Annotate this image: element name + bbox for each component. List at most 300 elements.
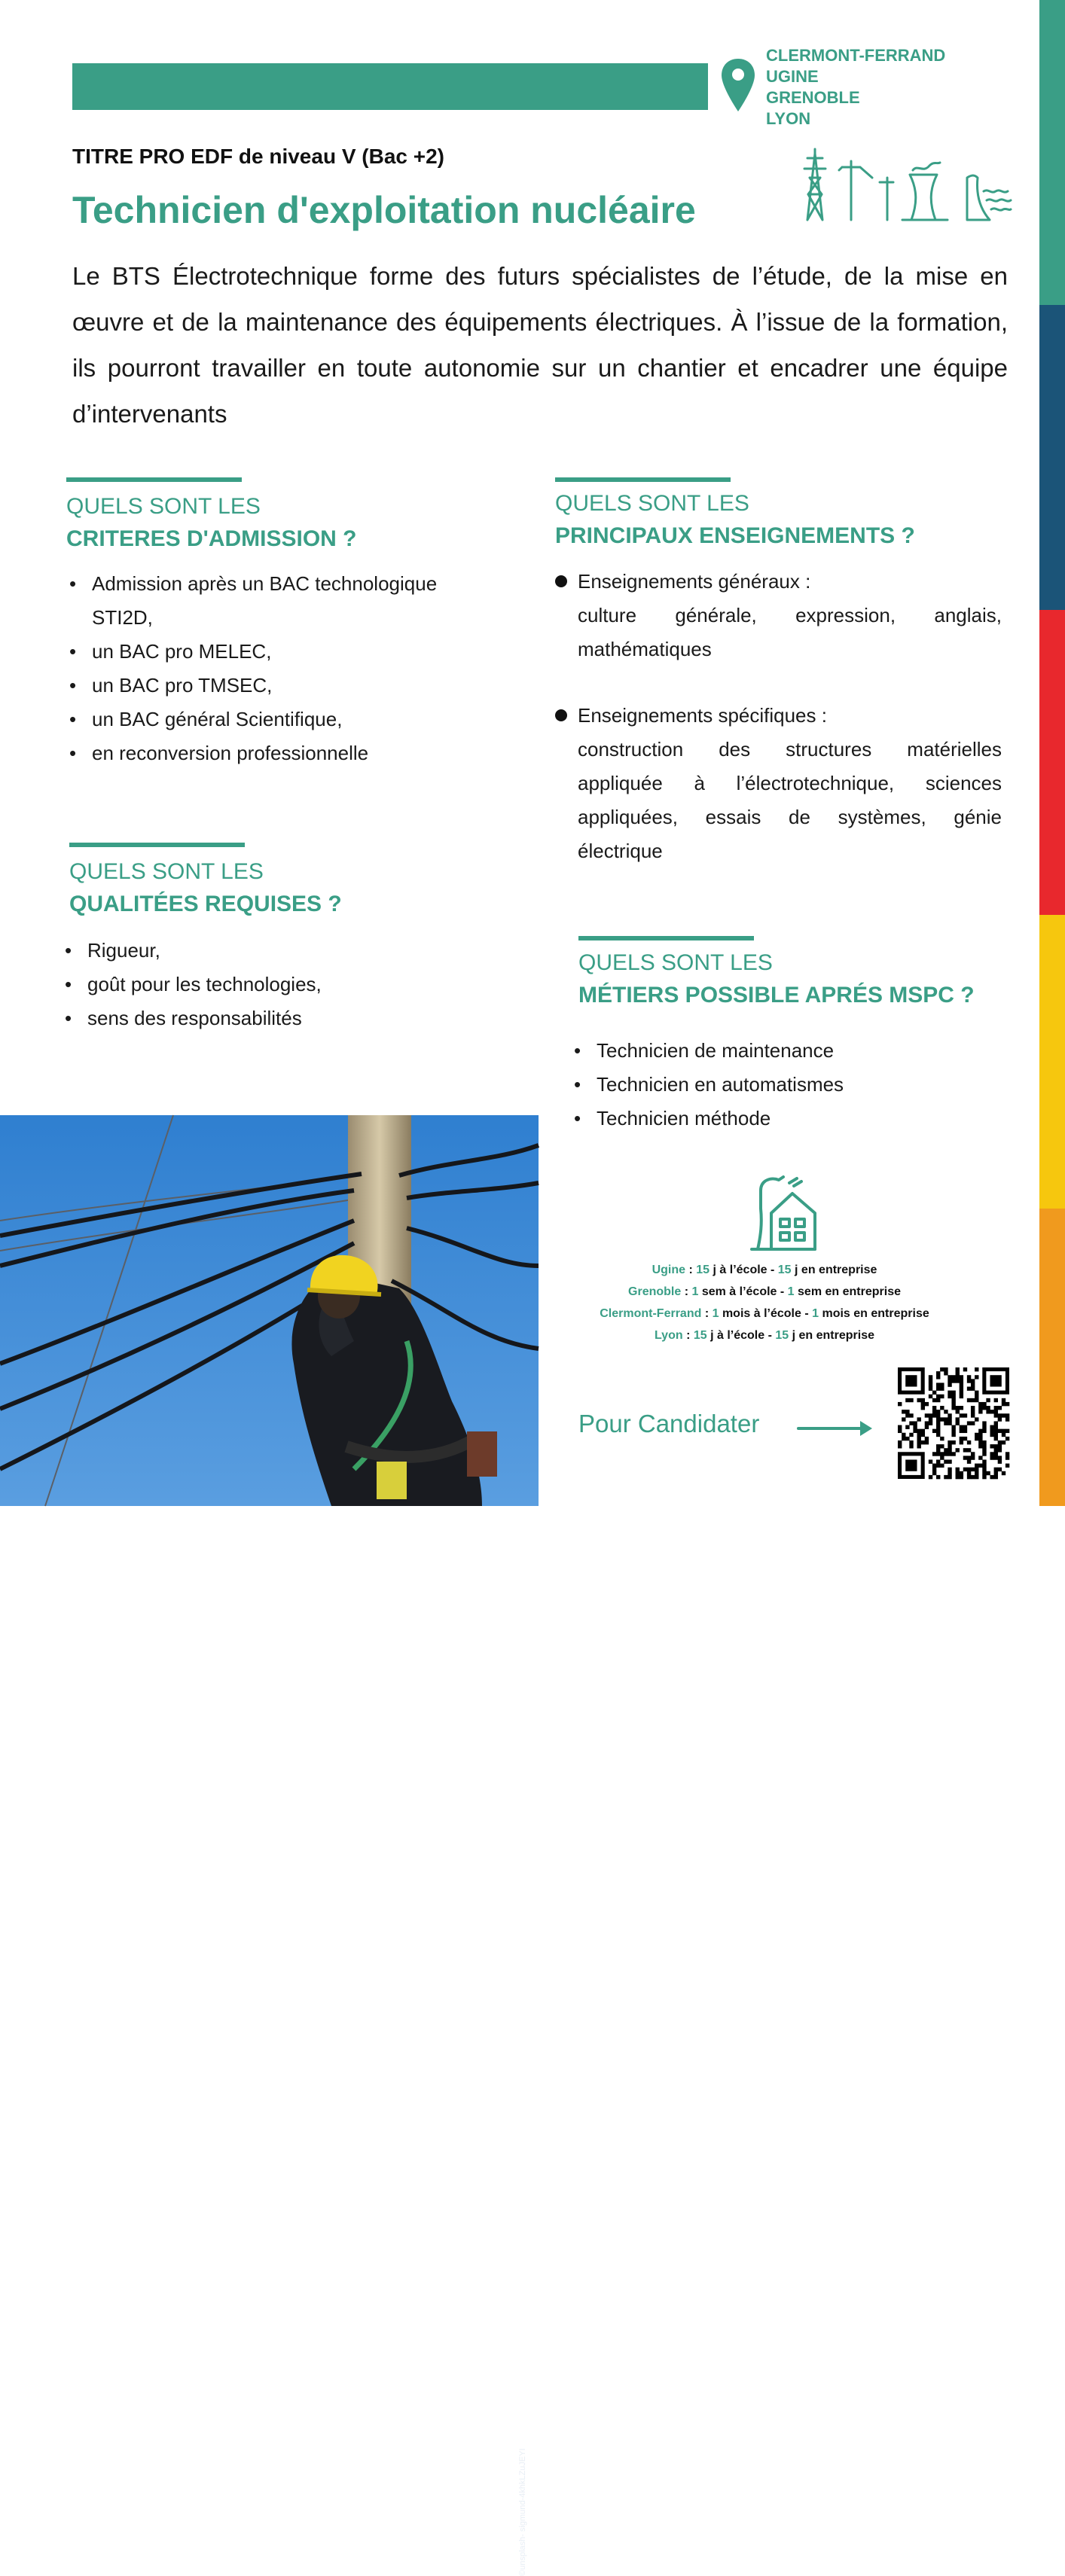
- lineworker-photo: [0, 1115, 539, 2576]
- qr-module: [929, 1395, 932, 1398]
- qr-module: [971, 1387, 975, 1391]
- qr-module: [936, 1425, 940, 1429]
- qr-module: [948, 1413, 951, 1417]
- qr-module: [929, 1421, 932, 1425]
- power-pole-icon: [839, 161, 872, 220]
- teachings-heading: PRINCIPAUX ENSEIGNEMENTS ?: [555, 523, 915, 548]
- qr-module: [909, 1413, 913, 1417]
- qr-module: [975, 1417, 978, 1421]
- color-strip: [1039, 0, 1065, 1506]
- qr-module: [936, 1383, 940, 1386]
- qr-module: [898, 1425, 902, 1429]
- qr-module: [971, 1456, 975, 1459]
- qr-module: [998, 1448, 1002, 1452]
- qr-module: [951, 1402, 955, 1406]
- qr-module: [967, 1448, 971, 1452]
- schedule-unit: j à l’école: [713, 1264, 767, 1276]
- strip-segment-teal: [1039, 0, 1065, 305]
- qr-module: [971, 1421, 975, 1425]
- qr-module: [905, 1410, 909, 1413]
- qr-module: [909, 1440, 913, 1444]
- qr-module: [967, 1375, 971, 1379]
- qr-module: [921, 1402, 925, 1406]
- qr-module: [975, 1395, 978, 1398]
- qr-module: [960, 1379, 963, 1383]
- qr-module: [944, 1421, 948, 1425]
- qr-module: [921, 1398, 925, 1402]
- qr-module: [932, 1471, 936, 1475]
- qr-module: [960, 1391, 963, 1395]
- qr-module: [902, 1437, 905, 1440]
- qr-module: [998, 1406, 1002, 1410]
- qr-module: [982, 1425, 986, 1429]
- qr-module: [994, 1429, 998, 1433]
- cooling-tower-icon: [902, 163, 948, 220]
- qr-module: [936, 1433, 940, 1437]
- qr-module: [960, 1425, 963, 1429]
- general-teachings: [578, 565, 1002, 666]
- qr-module: [1002, 1402, 1005, 1406]
- qr-module: [960, 1437, 963, 1440]
- qr-module: [1005, 1452, 1009, 1456]
- qr-module: [956, 1410, 960, 1413]
- qr-module: [948, 1452, 951, 1456]
- qr-module: [944, 1410, 948, 1413]
- qr-module: [909, 1398, 913, 1402]
- qr-module: [990, 1429, 993, 1433]
- qr-module: [978, 1444, 982, 1448]
- qr-module: [913, 1429, 917, 1433]
- schedule-unit: sem en entreprise: [798, 1285, 901, 1298]
- qr-module: [967, 1421, 971, 1425]
- qr-module: [998, 1417, 1002, 1421]
- qr-module: [975, 1464, 978, 1468]
- qr-module: [951, 1429, 955, 1433]
- admission-list: [68, 567, 490, 770]
- qr-module: [932, 1468, 936, 1471]
- qr-module: [975, 1391, 978, 1395]
- qr-module: [936, 1448, 940, 1452]
- qr-module: [978, 1464, 982, 1468]
- qr-module: [929, 1417, 932, 1421]
- qr-module: [940, 1395, 944, 1398]
- qr-module: [944, 1367, 948, 1371]
- qr-module: [990, 1444, 993, 1448]
- qr-module: [960, 1440, 963, 1444]
- qr-module: [956, 1468, 960, 1471]
- qr-module: [994, 1413, 998, 1417]
- qr-module: [948, 1448, 951, 1452]
- qr-module: [971, 1413, 975, 1417]
- qr-module: [1002, 1413, 1005, 1417]
- qr-module: [982, 1475, 986, 1479]
- qr-module: [975, 1433, 978, 1437]
- qr-module: [929, 1383, 932, 1386]
- header-bar: [72, 63, 708, 110]
- qr-module: [948, 1391, 951, 1395]
- qr-module: [960, 1383, 963, 1386]
- list-item: • en reconversion professionnelle: [68, 736, 490, 770]
- qr-module: [994, 1456, 998, 1459]
- qr-module: [975, 1437, 978, 1440]
- qr-module: [982, 1471, 986, 1475]
- qr-module: [940, 1406, 944, 1410]
- qr-module: [990, 1433, 993, 1437]
- qr-module: [905, 1425, 909, 1429]
- qr-module: [951, 1433, 955, 1437]
- schedule-number: 1: [712, 1307, 719, 1320]
- qr-module: [1005, 1464, 1009, 1468]
- qr-module: [944, 1475, 948, 1479]
- qr-module: [978, 1440, 982, 1444]
- arrow-right-icon: [797, 1419, 875, 1438]
- qr-module: [944, 1452, 948, 1456]
- qr-finder: [905, 1459, 917, 1471]
- schedule-number: 15: [696, 1264, 710, 1276]
- qr-module: [948, 1459, 951, 1463]
- bullet-dot-icon: [555, 575, 567, 587]
- general-teachings-label: Enseignements généraux :: [578, 570, 811, 593]
- strip-segment-orange: [1039, 1209, 1065, 1506]
- qr-module: [932, 1398, 936, 1402]
- qr-module: [967, 1459, 971, 1463]
- qr-module: [956, 1367, 960, 1371]
- qr-module: [936, 1464, 940, 1468]
- qr-module: [917, 1398, 921, 1402]
- qr-module: [967, 1468, 971, 1471]
- qr-module: [960, 1471, 963, 1475]
- qr-module: [917, 1440, 921, 1444]
- qr-module: [963, 1468, 967, 1471]
- qr-module: [986, 1398, 990, 1402]
- qr-module: [967, 1398, 971, 1402]
- schedule-city: Grenoble: [628, 1285, 682, 1298]
- qr-module: [994, 1425, 998, 1429]
- qr-module: [978, 1433, 982, 1437]
- qr-module: [940, 1417, 944, 1421]
- list-item: • un BAC pro MELEC,: [68, 635, 490, 669]
- qr-module: [971, 1475, 975, 1479]
- qr-module: [940, 1444, 944, 1448]
- energy-icons: [797, 148, 1012, 223]
- qr-module: [940, 1383, 944, 1386]
- qr-module: [994, 1421, 998, 1425]
- qr-module: [998, 1459, 1002, 1463]
- qr-module: [948, 1417, 951, 1421]
- qr-module: [975, 1375, 978, 1379]
- qr-module: [902, 1410, 905, 1413]
- qr-module: [948, 1471, 951, 1475]
- qr-module: [940, 1367, 944, 1371]
- qr-module: [925, 1425, 929, 1429]
- qr-module: [951, 1395, 955, 1398]
- schedule-unit: sem à l’école: [701, 1285, 777, 1298]
- qr-module: [936, 1459, 940, 1463]
- qr-finder: [990, 1375, 1001, 1386]
- schedule-number: 15: [775, 1329, 789, 1342]
- qr-module: [990, 1456, 993, 1459]
- qr-module: [951, 1391, 955, 1395]
- qr-module: [921, 1440, 925, 1444]
- list-item: • Rigueur,: [63, 934, 440, 968]
- qr-module: [982, 1429, 986, 1433]
- qr-module: [940, 1456, 944, 1459]
- qr-module: [948, 1383, 951, 1386]
- qr-module: [998, 1440, 1002, 1444]
- qr-module: [971, 1410, 975, 1413]
- qr-module: [960, 1406, 963, 1410]
- qr-module: [956, 1475, 960, 1479]
- section-divider: [555, 477, 731, 482]
- qr-module: [917, 1417, 921, 1421]
- qr-module: [967, 1471, 971, 1475]
- diploma-subtitle: TITRE PRO EDF de niveau V (Bac +2): [72, 145, 445, 168]
- qr-module: [994, 1452, 998, 1456]
- qr-module: [971, 1383, 975, 1386]
- qr-module: [936, 1421, 940, 1425]
- qr-module: [1002, 1429, 1005, 1433]
- qr-module: [951, 1375, 955, 1379]
- qr-module: [929, 1375, 932, 1379]
- qr-module: [948, 1395, 951, 1398]
- qr-module: [951, 1440, 955, 1444]
- qr-module: [994, 1444, 998, 1448]
- qr-module: [978, 1410, 982, 1413]
- qr-module: [994, 1468, 998, 1471]
- qr-module: [990, 1452, 993, 1456]
- qr-module: [971, 1452, 975, 1456]
- qr-module: [951, 1406, 955, 1410]
- qr-module: [948, 1375, 951, 1379]
- qr-module: [967, 1379, 971, 1383]
- qr-module: [990, 1475, 993, 1479]
- qr-module: [936, 1417, 940, 1421]
- qualities-list: [63, 934, 440, 1035]
- qr-module: [1002, 1471, 1005, 1475]
- schedule-unit: mois à l’école: [722, 1307, 801, 1320]
- qr-module: [936, 1371, 940, 1375]
- qr-module: [982, 1440, 986, 1444]
- qr-module: [936, 1429, 940, 1433]
- qr-module: [932, 1452, 936, 1456]
- section-divider: [578, 936, 754, 940]
- qr-module: [994, 1398, 998, 1402]
- qr-code[interactable]: [898, 1367, 1009, 1479]
- qr-module: [971, 1406, 975, 1410]
- qr-module: [1005, 1429, 1009, 1433]
- qr-module: [994, 1406, 998, 1410]
- qr-module: [960, 1413, 963, 1417]
- qr-module: [905, 1413, 909, 1417]
- qr-module: [936, 1387, 940, 1391]
- qr-module: [982, 1464, 986, 1468]
- qr-module: [898, 1444, 902, 1448]
- qr-module: [940, 1437, 944, 1440]
- qr-module: [948, 1468, 951, 1471]
- small-pole-icon: [880, 178, 893, 220]
- qr-module: [986, 1471, 990, 1475]
- list-item: • Admission après un BAC technologique STI2D,: [68, 567, 490, 635]
- qr-module: [975, 1367, 978, 1371]
- schedule-city: Lyon: [655, 1329, 683, 1342]
- qr-module: [932, 1429, 936, 1433]
- qr-module: [1002, 1440, 1005, 1444]
- qr-module: [994, 1433, 998, 1437]
- page-title: Technicien d'exploitation nucléaire: [72, 189, 696, 231]
- qr-module: [982, 1421, 986, 1425]
- qr-module: [956, 1375, 960, 1379]
- qr-module: [978, 1406, 982, 1410]
- qr-module: [917, 1429, 921, 1433]
- bullet-dot-icon: [555, 709, 567, 721]
- jobs-heading: MÉTIERS POSSIBLE APRÉS MSPC ?: [578, 983, 975, 1008]
- qr-module: [978, 1437, 982, 1440]
- qr-module: [929, 1475, 932, 1479]
- list-item: • goût pour les technologies,: [63, 968, 440, 1001]
- qr-module: [956, 1417, 960, 1421]
- qr-module: [960, 1429, 963, 1433]
- schedule-number: 15: [777, 1264, 792, 1276]
- qr-module: [960, 1475, 963, 1479]
- list-item: • un BAC général Scientifique,: [68, 703, 490, 736]
- qualities-heading-line1: QUELS SONT LES: [69, 859, 264, 884]
- qr-module: [940, 1452, 944, 1456]
- qr-module: [948, 1444, 951, 1448]
- qr-module: [932, 1391, 936, 1395]
- qr-module: [948, 1440, 951, 1444]
- school-building-icon: [746, 1171, 821, 1254]
- qr-module: [936, 1398, 940, 1402]
- location-item: UGINE: [766, 67, 819, 86]
- qr-module: [932, 1406, 936, 1410]
- qr-module: [963, 1367, 967, 1371]
- qr-module: [994, 1448, 998, 1452]
- qr-module: [956, 1379, 960, 1383]
- qr-module: [917, 1433, 921, 1437]
- qr-module: [982, 1406, 986, 1410]
- qr-module: [898, 1429, 902, 1433]
- qr-module: [1005, 1456, 1009, 1459]
- qr-module: [963, 1448, 967, 1452]
- schedule-row: Lyon : 15 j à l’école - 15 j en entreprise: [655, 1329, 874, 1342]
- qr-module: [1005, 1417, 1009, 1421]
- list-item: • un BAC pro TMSEC,: [68, 669, 490, 703]
- qr-module: [967, 1456, 971, 1459]
- specific-teachings-label: Enseignements spécifiques :: [578, 704, 827, 727]
- section-divider: [69, 843, 245, 847]
- qr-module: [929, 1459, 932, 1463]
- qr-module: [967, 1387, 971, 1391]
- qr-module: [956, 1471, 960, 1475]
- qr-module: [971, 1468, 975, 1471]
- schedule-unit: j en entreprise: [792, 1329, 874, 1342]
- jobs-heading-line1: QUELS SONT LES: [578, 950, 773, 975]
- qr-module: [936, 1475, 940, 1479]
- qr-module: [975, 1471, 978, 1475]
- qr-module: [956, 1421, 960, 1425]
- qr-module: [982, 1448, 986, 1452]
- qr-module: [956, 1371, 960, 1375]
- qr-module: [963, 1429, 967, 1433]
- qr-module: [948, 1475, 951, 1479]
- qr-module: [982, 1444, 986, 1448]
- qr-module: [936, 1395, 940, 1398]
- qr-module: [902, 1433, 905, 1437]
- qr-module: [978, 1402, 982, 1406]
- schedule-city: Clermont-Ferrand: [600, 1307, 702, 1320]
- photo-credit: ©unsplash- sigmund-4khkLZuJEYI: [518, 2448, 527, 2576]
- teachings-heading-line1: QUELS SONT LES: [555, 491, 749, 516]
- lineworker-illustration: [0, 1115, 539, 1506]
- qr-module: [917, 1437, 921, 1440]
- qr-module: [921, 1433, 925, 1437]
- qr-module: [982, 1459, 986, 1463]
- qr-module: [925, 1413, 929, 1417]
- admission-heading: CRITERES D'ADMISSION ?: [66, 526, 357, 551]
- qr-module: [898, 1440, 902, 1444]
- qr-module: [909, 1433, 913, 1437]
- qr-module: [982, 1468, 986, 1471]
- qr-module: [940, 1387, 944, 1391]
- qr-module: [975, 1475, 978, 1479]
- schedule-number: 1: [691, 1285, 699, 1298]
- apply-link[interactable]: Pour Candidater: [578, 1410, 760, 1437]
- qr-module: [940, 1464, 944, 1468]
- qr-module: [971, 1398, 975, 1402]
- qr-module: [925, 1402, 929, 1406]
- qr-module: [951, 1398, 955, 1402]
- location-pin-icon: [719, 57, 757, 113]
- qr-module: [936, 1444, 940, 1448]
- schedule-number: 1: [787, 1285, 795, 1298]
- schedule-unit: j à l’école: [710, 1329, 765, 1342]
- qr-module: [936, 1375, 940, 1379]
- qr-finder: [905, 1375, 917, 1386]
- qr-module: [909, 1421, 913, 1425]
- schedule-row: Ugine : 15 j à l’école - 15 j en entreprise: [652, 1264, 877, 1276]
- qr-module: [905, 1437, 909, 1440]
- schedule-unit: mois en entreprise: [822, 1307, 929, 1320]
- qr-module: [917, 1444, 921, 1448]
- qr-module: [990, 1425, 993, 1429]
- dam-icon: [967, 175, 1011, 220]
- qr-module: [982, 1402, 986, 1406]
- qr-module: [956, 1406, 960, 1410]
- strip-segment-red: [1039, 610, 1065, 915]
- qr-module: [1005, 1402, 1009, 1406]
- qr-module: [921, 1429, 925, 1433]
- qr-module: [948, 1421, 951, 1425]
- qr-module: [990, 1410, 993, 1413]
- qr-module: [963, 1456, 967, 1459]
- pylon-icon: [804, 149, 825, 220]
- qr-module: [905, 1398, 909, 1402]
- schedule-block: [572, 1259, 957, 1346]
- schedule-number: 15: [693, 1329, 707, 1342]
- qualities-heading: QUALITÉES REQUISES ?: [69, 892, 342, 916]
- qr-module: [913, 1425, 917, 1429]
- qr-module: [963, 1437, 967, 1440]
- qr-module: [967, 1475, 971, 1479]
- qr-module: [956, 1448, 960, 1452]
- location-list: [766, 45, 945, 130]
- qr-module: [975, 1398, 978, 1402]
- qr-module: [936, 1413, 940, 1417]
- list-item: • Technicien de maintenance: [572, 1034, 964, 1068]
- location-item: CLERMONT-FERRAND: [766, 46, 946, 65]
- qr-module: [936, 1452, 940, 1456]
- list-item: • Technicien méthode: [572, 1102, 964, 1136]
